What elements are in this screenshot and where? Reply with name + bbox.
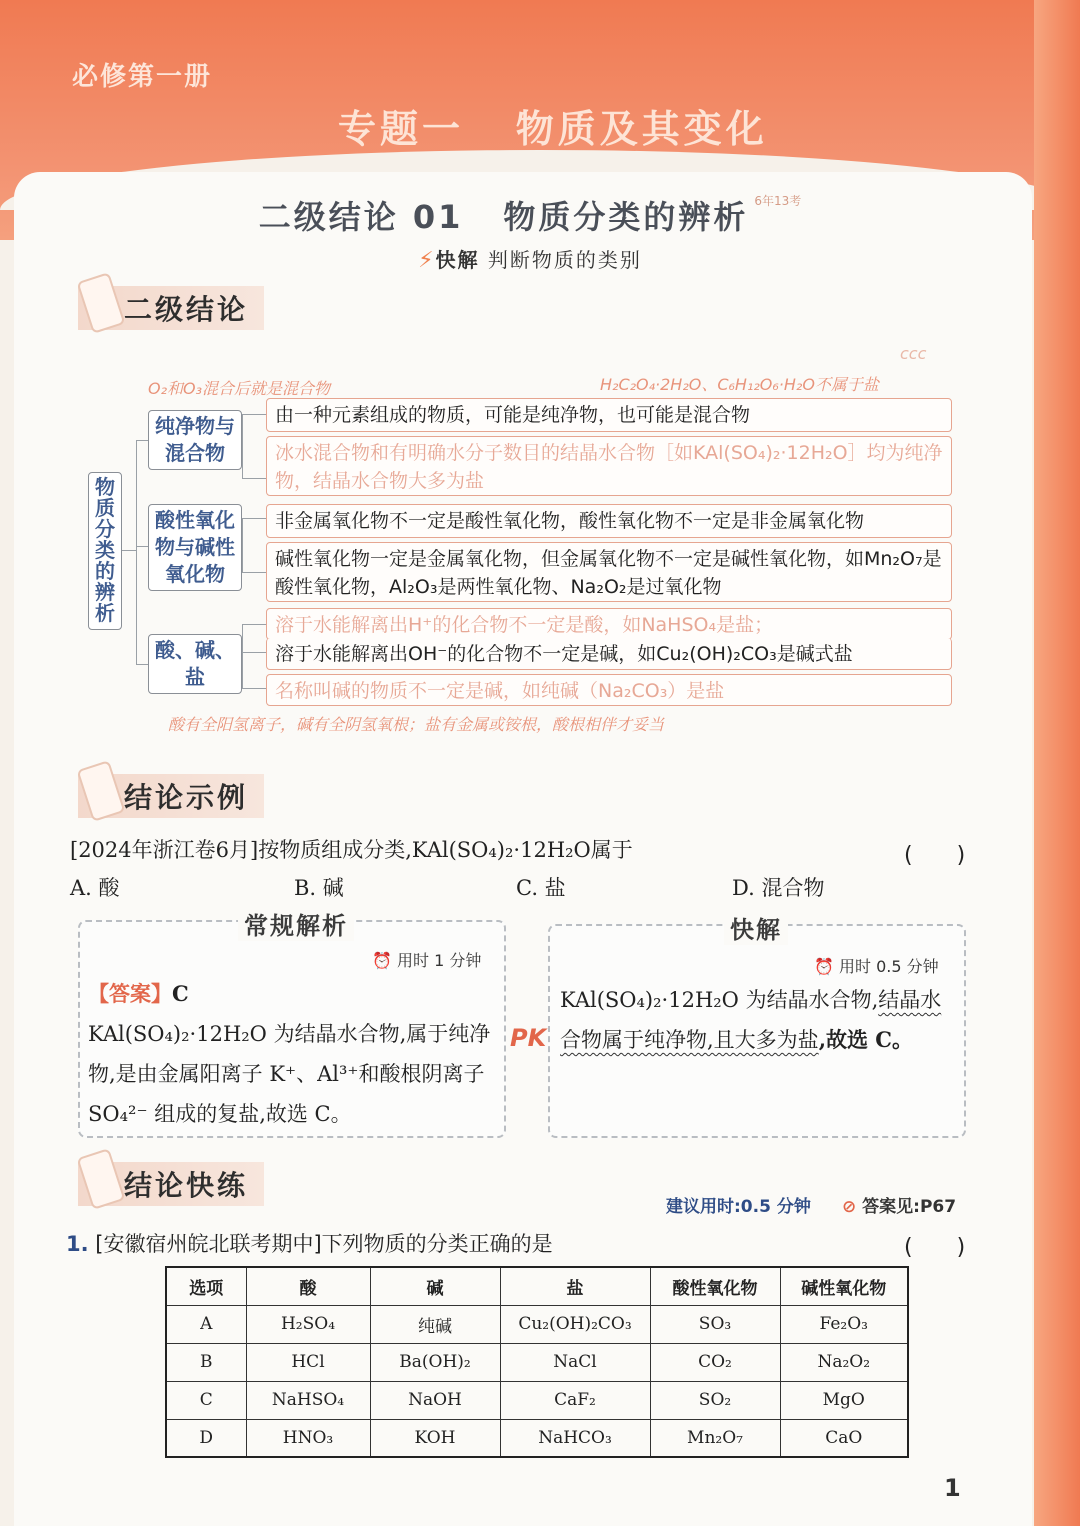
item-5: 溶于水能解离出H⁺的化合物不一定是酸，如NaHSO₄是盐； (266, 608, 952, 640)
topic-title: 专题一 物质及其变化 (338, 106, 768, 151)
item-6: 溶于水能解离出OH⁻的化合物不一定是碱，如Cu₂(OH)₂CO₃是碱式盐 (266, 638, 952, 670)
option-c: C. 盐 (516, 876, 566, 900)
table-row: D HNO₃ KOH NaHCO₃ Mn₂O₇ CaO (166, 1419, 908, 1457)
regular-label: 常规解析 (238, 906, 354, 941)
answer-ref: ⊘ 答案见:P67 (842, 1197, 957, 1217)
item-4: 碱性氧化物一定是金属氧化物，但金属氧化物不一定是碱性氧化物，如Mn₂O₇是酸性氧化物，Al₂O₃是两性氧化物、Na₂O₂是过氧化物 (266, 542, 952, 602)
question-1: 1. [安徽宿州皖北联考期中]下列物质的分类正确的是 (66, 1232, 553, 1256)
section-conclusion: 二级结论 (78, 286, 264, 330)
regular-timer: ⏰ 用时 1 分钟 (372, 951, 482, 970)
clock-icon: ⏰ (814, 957, 834, 976)
suggested-time: 建议用时:0.5 分钟 (666, 1197, 811, 1217)
section-practice: 结论快练 (78, 1162, 264, 1206)
clock-icon: ⏰ (372, 951, 392, 970)
volume-label: 必修第一册 (72, 62, 213, 92)
option-a: A. 酸 (70, 876, 120, 900)
quick-timer: ⏰ 用时 0.5 分钟 (814, 957, 939, 976)
lightning-icon: ⚡ (418, 248, 436, 273)
col-header: 碱性氧化物 (780, 1267, 908, 1305)
example-question: [2024年浙江卷6月]按物质组成分类,KAl(SO₄)₂·12H₂O属于 (70, 838, 633, 862)
page-title: 二级结论 01 物质分类的辨析 $^{6年13考}$ (258, 194, 802, 236)
root-box: 物质分类的辨析 (88, 472, 122, 630)
col-header: 碱 (370, 1267, 500, 1305)
col-header: 酸性氧化物 (650, 1267, 780, 1305)
col-header: 盐 (500, 1267, 650, 1305)
option-d: D. 混合物 (732, 876, 825, 900)
note-top-right: H₂C₂O₄·2H₂O、C₆H₁₂O₆·H₂O不属于盐 (600, 375, 879, 394)
link-icon: ⊘ (842, 1197, 857, 1217)
table-header-row (166, 1267, 908, 1305)
table-row: B HCl Ba(OH)₂ NaCl CO₂ Na₂O₂ (166, 1343, 908, 1381)
section-example: 结论示例 (78, 774, 264, 818)
table-row: A H₂SO₄ 纯碱 Cu₂(OH)₂CO₃ SO₃ Fe₂O₃ (166, 1305, 908, 1343)
quick-text: KAl(SO₄)₂·12H₂O 为结晶水合物,结晶水合物属于纯净物,且大多为盐,故选 C。 (560, 988, 942, 1052)
table-row: C NaHSO₄ NaOH CaF₂ SO₂ MgO (166, 1381, 908, 1419)
note-top-left: O₂和O₃混合后就是混合物 (148, 379, 331, 398)
pk-mark: PK (510, 1024, 547, 1052)
item-7: 名称叫碱的物质不一定是碱，如纯碱（Na₂CO₃）是盐 (266, 674, 952, 706)
option-b: B. 碱 (294, 876, 344, 900)
note-bottom: 酸有全阳氢离子，碱有全阴氢氧根；盐有金属或铵根，酸根相伴才妥当 (168, 715, 665, 734)
doodle: ᴄᴄᴄ (900, 344, 927, 363)
title-tag: 6年13考 (754, 194, 802, 208)
page-number: 1 (944, 1474, 961, 1502)
group-pure-mixture: 纯净物与混合物 (148, 410, 242, 470)
col-header: 酸 (246, 1267, 370, 1305)
col-header: 选项 (166, 1267, 246, 1305)
group-acid-base-salt: 酸、碱、盐 (148, 634, 242, 694)
item-2: 冰水混合物和有明确水分子数目的结晶水合物［如KAl(SO₄)₂·12H₂O］均为纯净物，结晶水合物大多为盐 (266, 436, 952, 496)
item-3: 非金属氧化物不一定是酸性氧化物，酸性氧化物不一定是非金属氧化物 (266, 504, 952, 538)
q1-paren: ( ) (904, 1235, 966, 1260)
answer-paren: ( ) (904, 843, 966, 868)
group-oxides: 酸性氧化物与碱性氧化物 (148, 504, 242, 591)
subtitle: ⚡快解 判断物质的类别 (418, 248, 642, 273)
quick-label: 快解 (724, 910, 788, 945)
regular-text: 【答案】C KAl(SO₄)₂·12H₂O 为结晶水合物,属于纯净物,是由金属阳离子 K⁺、Al³⁺和酸根阴离子 SO₄²⁻ 组成的复盐,故选 C。 (88, 981, 491, 1126)
item-1: 由一种元素组成的物质，可能是纯净物，也可能是混合物 (266, 398, 952, 432)
options-table (165, 1266, 909, 1458)
